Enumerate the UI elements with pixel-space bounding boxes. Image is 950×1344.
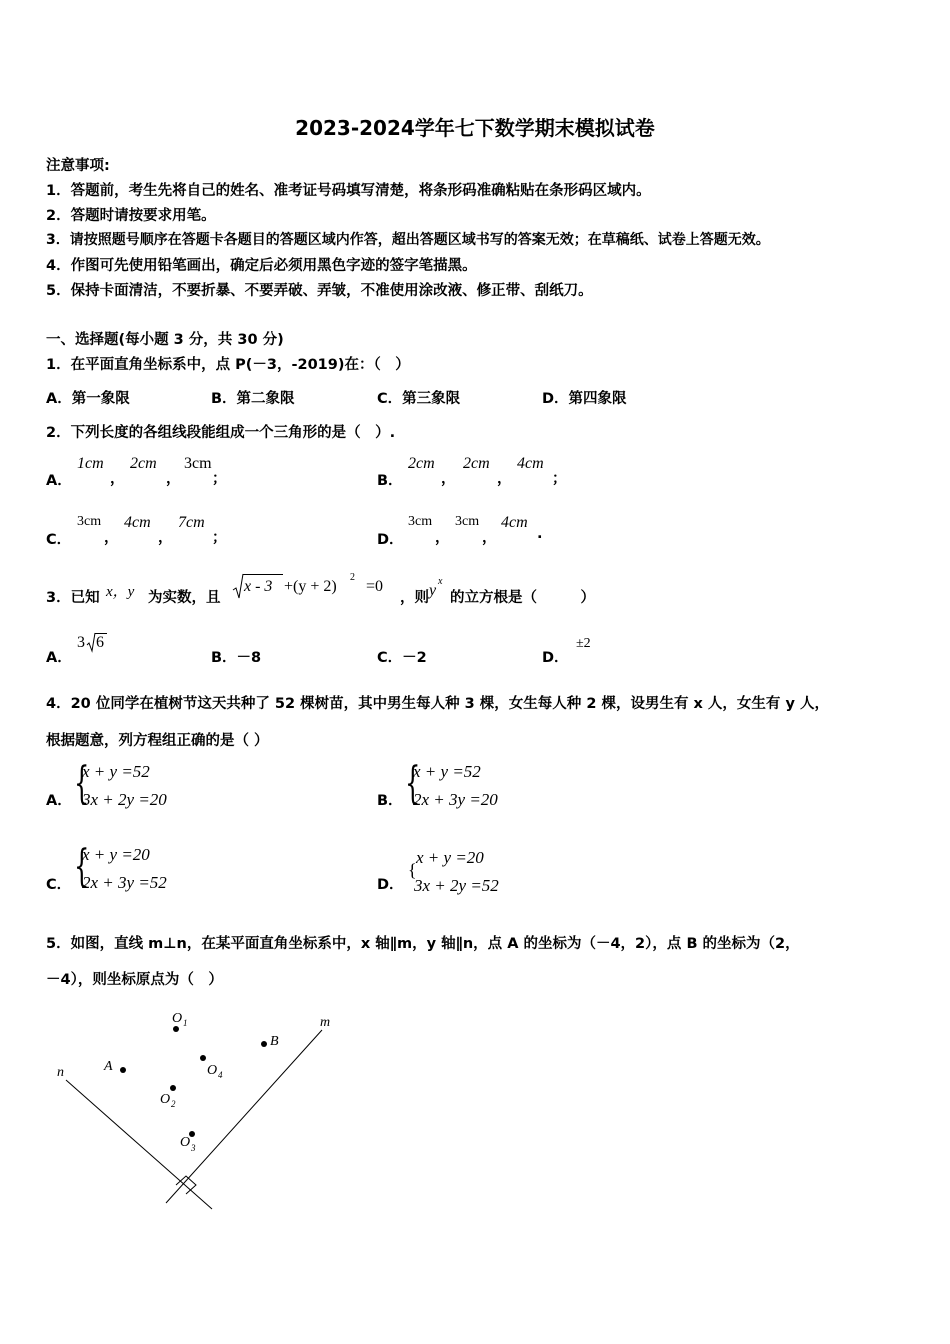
q4-option-c-label: C． — [46, 877, 72, 893]
note-1: 1．答题前，考生先将自己的姓名、准考证号码填写清楚，将条形码准确粘贴在条形码区域内。 — [46, 183, 651, 199]
q1-option-b: B．第二象限 — [211, 391, 295, 407]
brace: { — [74, 841, 90, 892]
q5-stem-line2: －4），则坐标原点为（ ） — [46, 972, 223, 988]
q5-figure — [0, 1000, 950, 1230]
q4-option-b-system: { x + y =52 2x + 3y =20 — [405, 758, 498, 809]
note-3: 3．请按照题号顺序在答题卡各题目的答题区域内作答，超出答题区域书写的答案无效；在草稿纸、试卷上答题无效。 — [46, 232, 770, 248]
q4-option-a-label: A． — [46, 793, 72, 809]
q1-stem: 1．在平面直角坐标系中，点 P(－3，-2019)在：（ ） — [46, 357, 410, 373]
q4-option-d-system: { x + y =20 3x + 2y =52 — [408, 848, 499, 895]
notes-heading: 注意事项: — [46, 158, 110, 174]
radical-sign — [232, 572, 244, 602]
svg-text:4: 4 — [218, 1070, 223, 1080]
q3-stem: 3．已知 x，y 为实数，且 x - 3 +(y + 2) 2 =0 ，则 y x 的立方根是（ ） — [46, 572, 595, 606]
point-o4 — [200, 1055, 206, 1061]
q1-option-d: D．第四象限 — [542, 391, 627, 407]
q4-option-d-label: D． — [377, 877, 404, 893]
q4-option-a-system: { x + y =52 3x + 2y =20 — [74, 758, 167, 809]
q4-option-b-label: B． — [377, 793, 403, 809]
q4-stem-line1: 4．20 位同学在植树节这天共种了 52 棵树苗，其中男生每人种 3 棵，女生每人种 2 棵，设男生有 x 人，女生有 y 人， — [46, 696, 829, 712]
label-m: m — [320, 1015, 331, 1030]
cube-root-radical — [86, 632, 96, 654]
label-a: A — [104, 1059, 113, 1074]
q4-option-c-system: { x + y =20 2x + 3y =52 — [74, 841, 167, 892]
note-2: 2．答题时请按要求用笔。 — [46, 208, 216, 224]
brace: { — [405, 758, 421, 809]
line-m — [166, 1030, 322, 1203]
brace: { — [408, 860, 417, 880]
section-heading: 一、选择题(每小题 3 分，共 30 分) — [46, 332, 284, 348]
q1-option-a: A．第一象限 — [46, 391, 130, 407]
q1-option-c: C．第三象限 — [377, 391, 461, 407]
label-o1: O — [172, 1011, 183, 1026]
point-o1 — [173, 1026, 179, 1032]
q3-option-b: B．－8 — [211, 650, 262, 666]
point-a — [120, 1067, 126, 1073]
radical-bar — [243, 574, 283, 575]
point-b — [261, 1041, 267, 1047]
label-n: n — [57, 1065, 64, 1080]
page-title: 2023-2024学年七下数学期末模拟试卷 — [295, 116, 655, 140]
label-o3: O — [180, 1135, 191, 1150]
q3-option-c: C．－2 — [377, 650, 427, 666]
right-angle-mark — [176, 1176, 196, 1194]
label-o4: O — [207, 1063, 218, 1078]
note-5: 5．保持卡面清洁，不要折暴、不要弄破、弄皱，不准使用涂改液、修正带、刮纸刀。 — [46, 283, 593, 299]
svg-text:1: 1 — [183, 1018, 188, 1028]
point-o2 — [170, 1085, 176, 1091]
q4-stem-line2: 根据题意，列方程组正确的是（ ） — [46, 733, 269, 749]
q2-stem: 2．下列长度的各组线段能组成一个三角形的是（ ）. — [46, 425, 396, 441]
label-o2: O — [160, 1092, 171, 1107]
q5-stem-line1: 5．如图，直线 m⊥n，在某平面直角坐标系中，x 轴∥m，y 轴∥n，点 A 的坐标为（－4，2），点 B 的坐标为（2， — [46, 936, 800, 952]
svg-text:2: 2 — [171, 1099, 176, 1109]
label-b: B — [270, 1034, 279, 1049]
brace: { — [74, 758, 90, 809]
note-4: 4．作图可先使用铅笔画出，确定后必须用黑色字迹的签字笔描黑。 — [46, 258, 477, 274]
svg-text:3: 3 — [191, 1143, 196, 1153]
